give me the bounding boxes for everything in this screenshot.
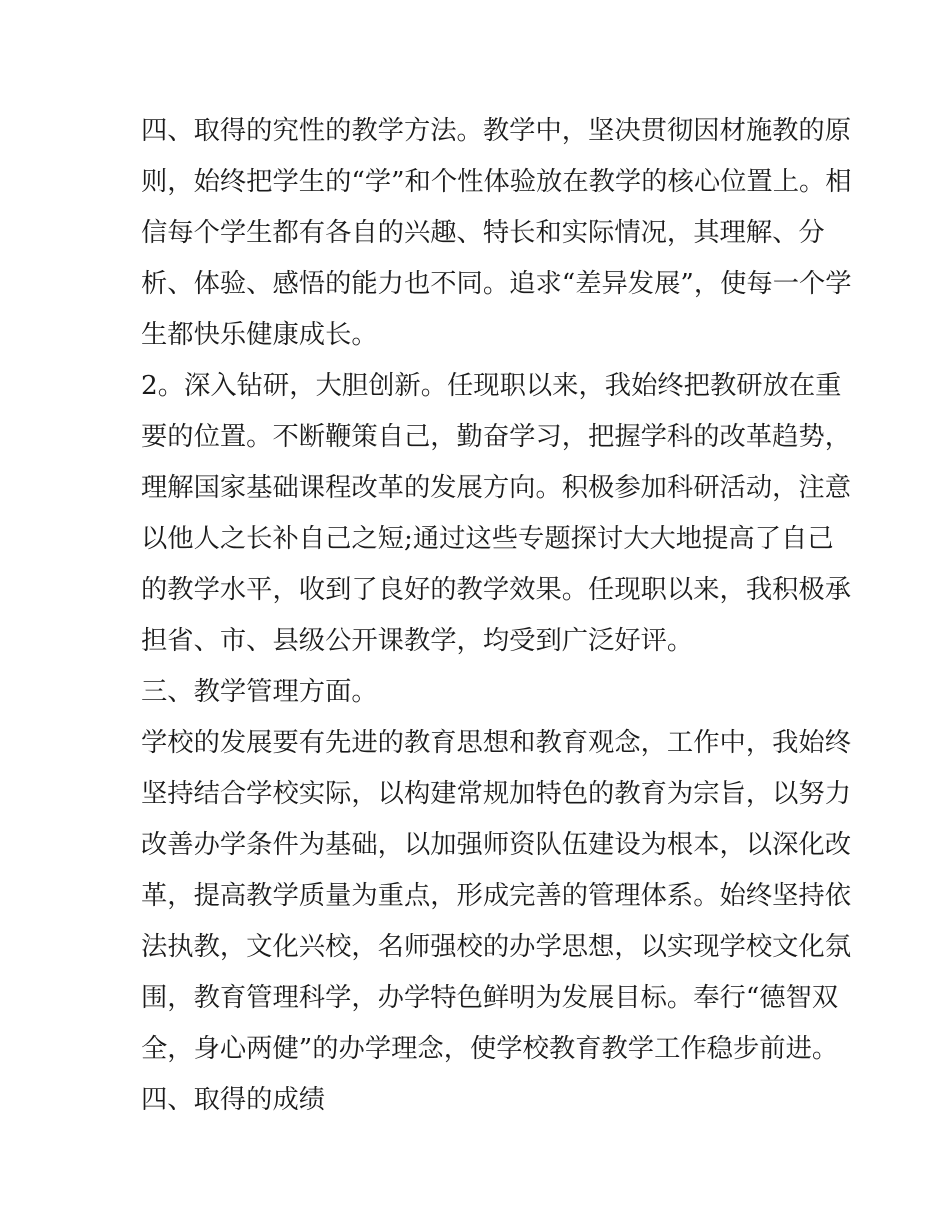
text-line: 理解国家基础课程改革的发展方向。积极参加科研活动，注意 (141, 473, 852, 503)
text-line: 以他人之长补自己之短;通过这些专题探讨大大地提高了自己 (141, 524, 834, 554)
heading-achievements (141, 1075, 813, 1126)
paragraph-research-innovation (141, 361, 852, 667)
text-line: 信每个学生都有各自的兴趣、特长和实际情况，其理解、分 (141, 218, 825, 248)
text-line: 四、取得的究性的教学方法。教学中，坚决贯彻因材施教的原 (141, 116, 852, 146)
text-line: 围，教育管理科学，办学特色鲜明为发展目标。奉行“德智双 (141, 983, 839, 1013)
heading-teaching-management (141, 667, 813, 718)
text-line: 则，始终把学生的“学”和个性体验放在教学的核心位置上。相 (141, 167, 852, 197)
text-line: 革，提高教学质量为重点，形成完善的管理体系。始终坚持依 (141, 881, 852, 911)
text-line: 的教学水平，收到了良好的教学效果。任现职以来，我积极承 (141, 575, 852, 605)
text-line: 析、体验、感悟的能力也不同。追求“差异发展”，使每一个学 (141, 269, 852, 299)
text-line: 坚持结合学校实际，以构建常规加特色的教育为宗旨，以努力 (141, 779, 852, 809)
paragraph-school-development (141, 718, 852, 1075)
text-line: 生都快乐健康成长。 (141, 320, 378, 350)
text-line: 学校的发展要有先进的教育思想和教育观念，工作中，我始终 (141, 728, 852, 758)
text-line: 法执教，文化兴校，名师强校的办学思想，以实现学校文化氛 (141, 932, 852, 962)
text-line: 担省、市、县级公开课教学，均受到广泛好评。 (141, 626, 694, 656)
text-line: 四、取得的成绩 (141, 1085, 326, 1115)
paragraph-teaching-method (141, 106, 852, 361)
text-line: 全，身心两健”的办学理念，使学校教育教学工作稳步前进。 (141, 1034, 839, 1064)
text-line: 要的位置。不断鞭策自己，勤奋学习，把握学科的改革趋势， (141, 422, 852, 452)
text-line: 改善办学条件为基础，以加强师资队伍建设为根本，以深化改 (141, 830, 852, 860)
document-body (141, 106, 852, 1126)
text-line: 2。深入钻研，大胆创新。任现职以来，我始终把教研放在重 (141, 371, 842, 401)
text-line: 三、教学管理方面。 (141, 677, 378, 707)
